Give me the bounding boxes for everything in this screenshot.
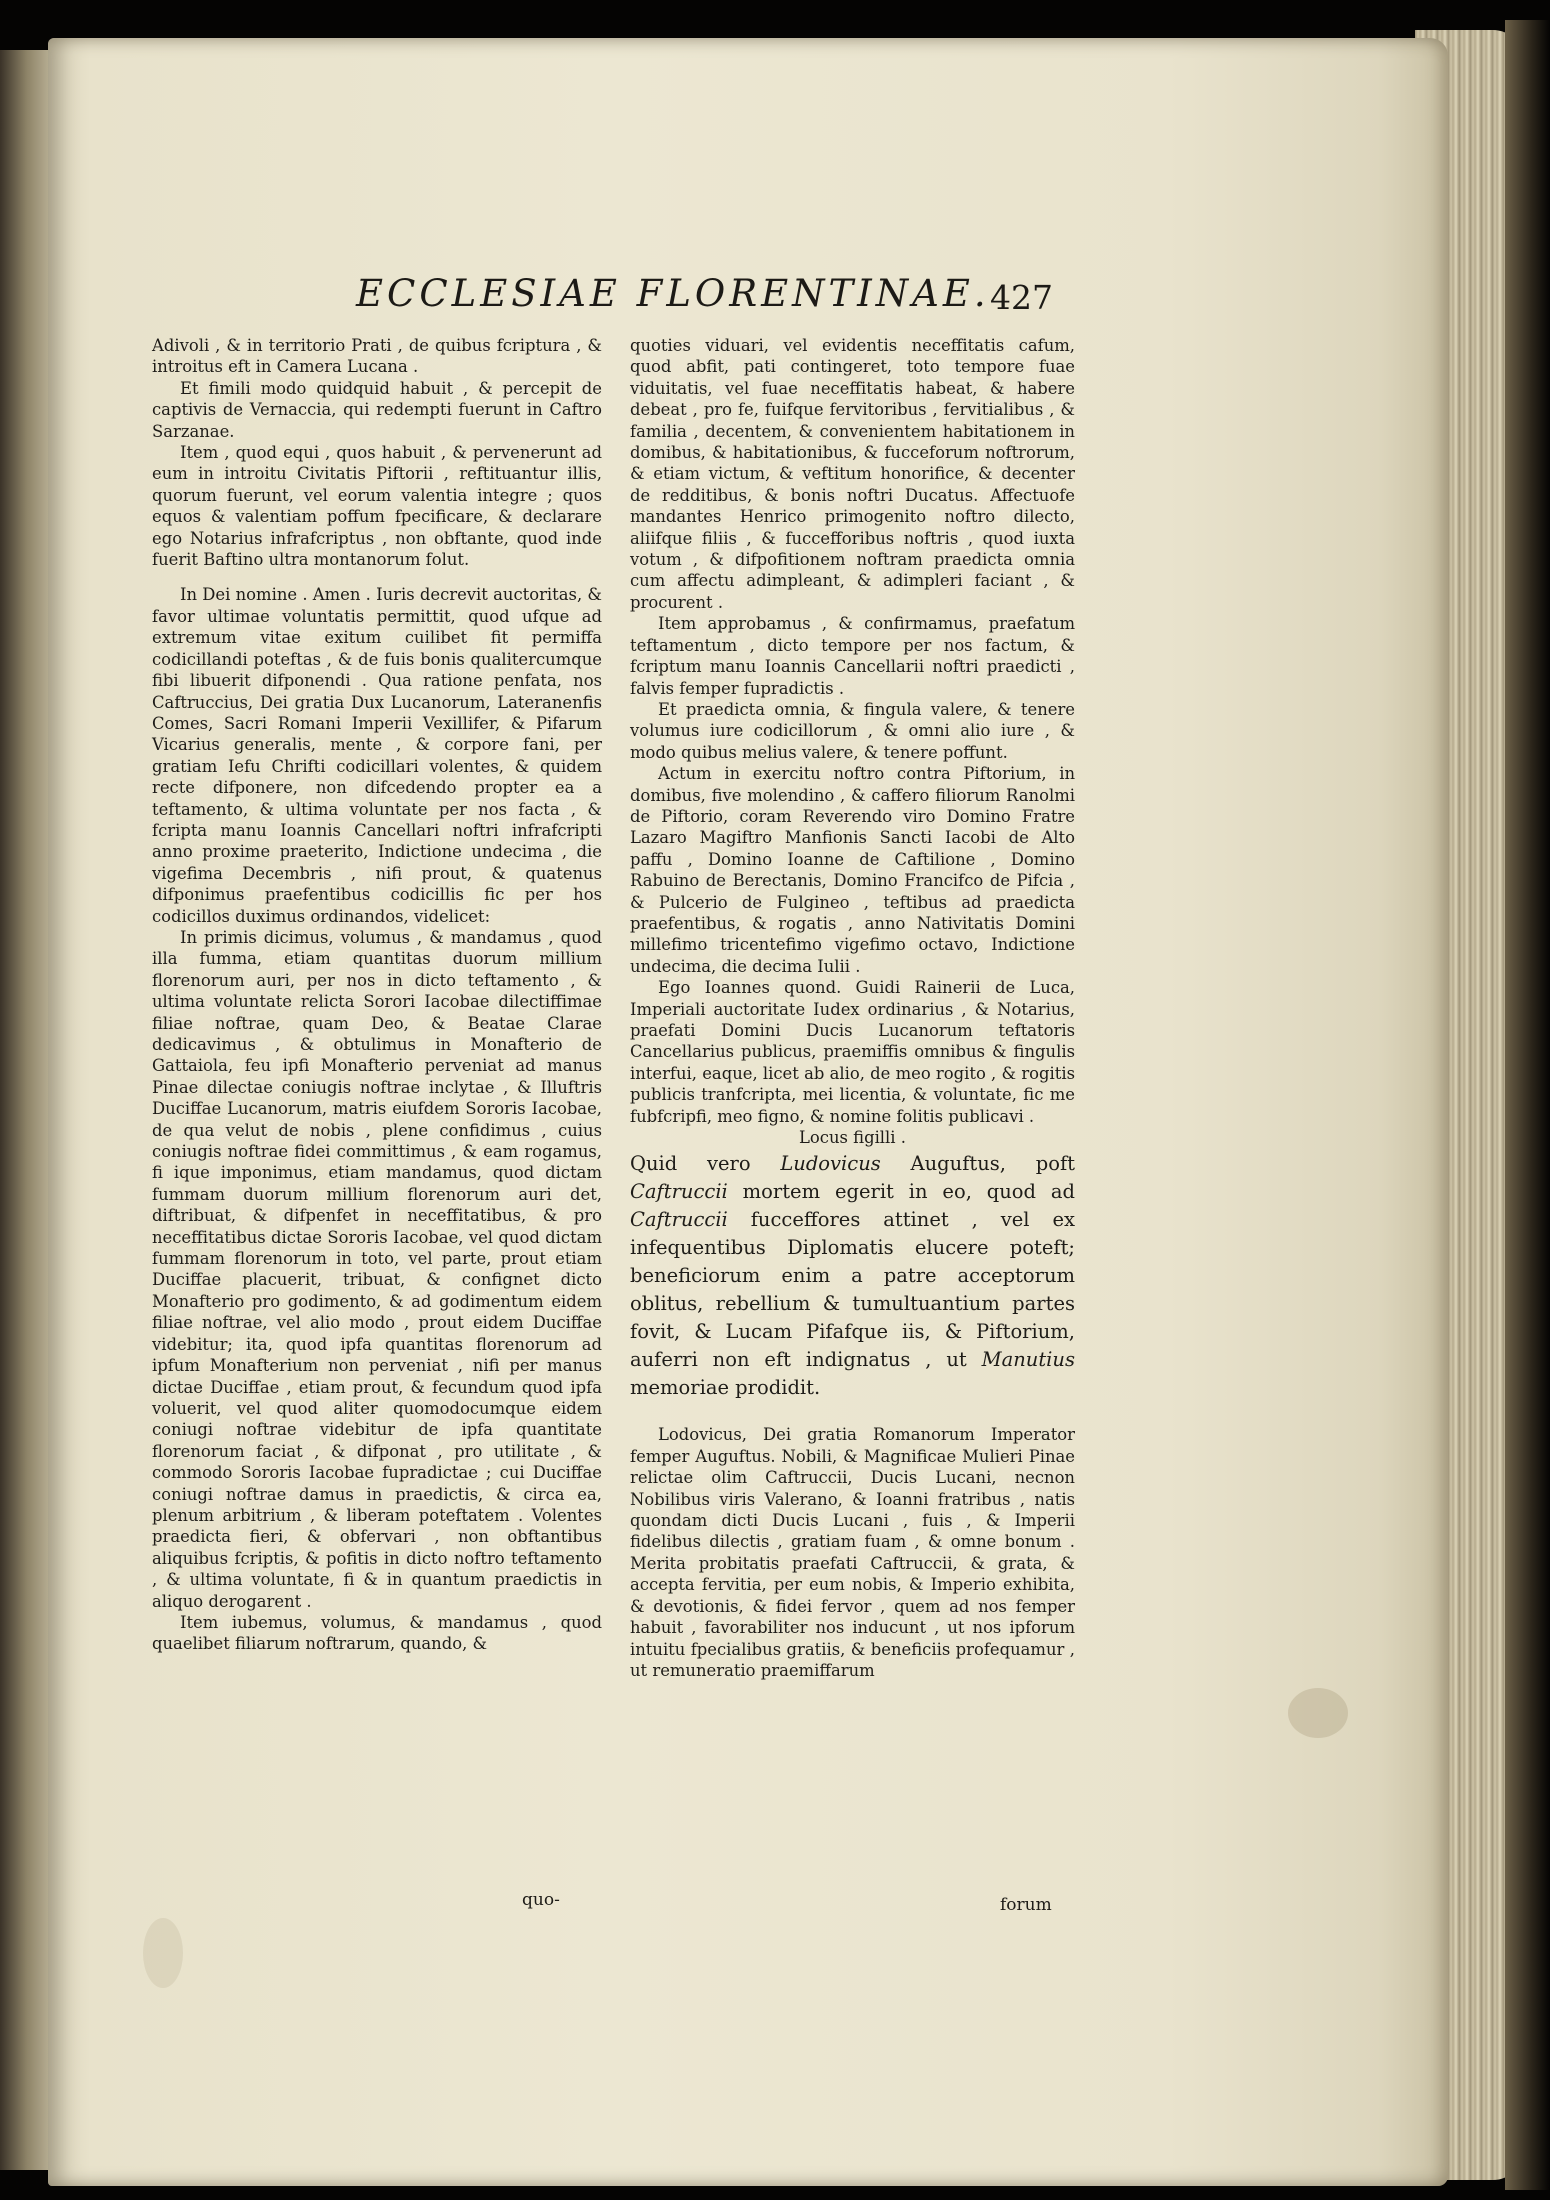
page-number: 427 <box>990 278 1053 317</box>
paragraph: Item iubemus, volumus, & mandamus , quod quaelibet filiarum noftrarum, quando, & <box>152 1612 602 1654</box>
book-shadow <box>1505 20 1550 2190</box>
paragraph: Ego Ioannes quond. Guidi Rainerii de Luca, Imperiali auctoritate Iudex ordinarius , & Notarius, praefati Domini Ducis Lucanorum teftatoris Cancellarius publicus, praemiffis omnibus & fingulis interfui, eaque, licet ab alio, de meo rogito , & rogitis publicis tranfcripta, mei licentia, & voluntate, fic me fubfcripfi, meo figno, & nomine folitis publicavi . <box>630 978 1075 1126</box>
right-column <box>630 335 1075 1681</box>
paragraph: Item , quod equi , quos habuit , & pervenerunt ad eum in introitu Civitatis Piftorii , reftituantur illis, quorum fuerunt, vel eorum valentia integre ; quos equos & valentiam poffum fpecificare, & declarare ego Notarius infrafcriptus , non obftante, quod inde fuerit Baftino ultra montanorum folut. <box>152 443 602 570</box>
paragraph: In Dei nomine . Amen . Iuris decrevit auctoritas, & favor ultimae voluntatis permittit, quod ufque ad extremum vitae exitum cuilibet fit permiffa codicillandi poteftas , & de fuis bonis qualitercumque fibi libuerit difponendi . Qua ratione penfata, nos Caftruccius, Dei gratia Dux Lucanorum, Lateranenfis Comes, Sacri Romani Imperii Vexillifer, & Pifarum Vicarius generalis, mente , & corpore fani, per gratiam Iefu Chrifti codicillari volentes, & quidem recte difponere, non difcedendo propter ea a teftamento, & ultima voluntate per nos facta , & fcripta manu Ioannis Cancellari noftri infrafcripti anno proxime praeterito, Indictione undecima , die vigefima Decembris , nifi prout, & quatenus difponimus praefentibus codicillis fic per hos codicillos duximus ordinandos, videlicet: <box>152 585 602 926</box>
right-catchword: forum <box>1000 1895 1052 1915</box>
paragraph: quoties viduari, vel evidentis neceffitatis cafum, quod abfit, pati contingeret, toto tempore fuae viduitatis, vel fuae neceffitatis habeat, & habere debeat , pro fe, fuifque fervitoribus , fervitialibus , & familia , decentem, & convenientem habitationem in domibus, & habitationibus, & fucceforum noftrorum, & etiam victum, & veftitum honorifice, & decenter de redditibus, & bonis noftri Ducatus. Affectuofe mandantes Henrico primogenito noftro dilecto, aliifque filiis , & fuccefforibus noftris , quod iuxta votum , & difpofitionem noftram praedicta omnia cum affectu adimpleant, & adimpleri faciant , & procurent . <box>630 336 1075 612</box>
running-header <box>350 272 1070 322</box>
paragraph: Actum in exercitu noftro contra Piftorium, in domibus, five molendino , & caffero filiorum Ranolmi de Piftorio, coram Reverendo viro Domino Fratre Lazaro Magiftro Manfionis Sancti Iacobi de Alto paffu , Domino Ioanne de Caftilione , Domino Rabuino de Berectanis, Domino Francifco de Pifcia , & Pulcerio de Fulgineo , teftibus ad praedicta praefentibus, & rogatis , anno Nativitatis Domini millefimo tricentefimo vigefimo octavo, Indictione undecima, die decima Iulii . <box>630 764 1075 976</box>
commentary-paragraph: Quid vero Ludovicus Auguftus, poft Caftruccii mortem egerit in eo, quod ad Caftruccii fucceffores attinet , vel ex infequentibus Diplomatis elucere poteft; beneficiorum enim a patre acceptorum oblitus, rebellium & tumultuantium partes fovit, & Lucam Pifafque iis, & Piftorium, auferri non eft indignatus , ut Manutius memoriae prodidit. <box>630 1152 1075 1400</box>
paper-stain <box>143 1918 183 1988</box>
paragraph: Item approbamus , & confirmamus, praefatum teftamentum , dicto tempore per nos factum, & fcriptum manu Ioannis Cancellarii noftri praedicti , falvis femper fupradictis . <box>630 614 1075 698</box>
left-column <box>152 335 602 1655</box>
paragraph: In primis dicimus, volumus , & mandamus , quod illa fumma, etiam quantitas duorum millium florenorum auri, per nos in dicto teftamento , & ultima voluntate relicta Sorori Iacobae dilectiffimae filiae noftrae, quam Deo, & Beatae Clarae dedicavimus , & obtulimus in Monafterio de Gattaiola, feu ipfi Monafterio perveniat ad manus Pinae dilectae coniugis noftrae inclytae , & Illuftris Duciffae Lucanorum, matris eiufdem Sororis Iacobae, de qua velut de nobis , plene confidimus , cuius coniugis noftrae fidei committimus , & eam rogamus, fi ique imponimus, etiam mandamus, quod dictam fummam duorum millium florenorum auri det, diftribuat, & difpenfet in neceffitatibus, & pro neceffitatibus dictae Sororis Iacobae, vel quod dictam fummam florenorum in toto, vel parte, prout etiam Duciffae placuerit, tribuat, & confignet dicto Monafterio pro godimento, & ad godimentum eidem filiae noftrae, vel alio modo , prout eidem Duciffae videbitur; ita, quod ipfa quantitas florenorum ad ipfum Monafterium non perveniat , nifi per manus dictae Duciffae , etiam prout, & fecundum quod ipfa voluerit, vel quod aliter quomodocumque eidem coniugi noftrae videbitur de ipfa quantitate florenorum faciat , & difponat , pro utilitate , & commodo Sororis Iacobae fupradictae ; cui Duciffae coniugi noftrae damus in praedictis, & circa ea, plenum arbitrium , & liberam poteftatem . Volentes praedicta fieri, & obfervari , non obftantibus aliquibus fcriptis, & pofitis in dicto noftro teftamento , & ultima voluntate, fi & in quantum praedictis in aliquo derogarent . <box>152 927 602 1611</box>
left-catchword: quo- <box>522 1890 560 1910</box>
paragraph: Adivoli , & in territorio Prati , de quibus fcriptura , & introitus eft in Camera Lucana . <box>152 336 602 377</box>
running-title: ECCLESIAE FLORENTINAE. <box>356 272 990 315</box>
seal-note: Locus figilli . <box>799 1128 906 1148</box>
paper-stain <box>1288 1688 1348 1738</box>
paragraph: Et fimili modo quidquid habuit , & percepit de captivis de Vernaccia, qui redempti fuerunt in Caftro Sarzanae. <box>152 378 602 441</box>
diploma-paragraph: Lodovicus, Dei gratia Romanorum Imperator femper Auguftus. Nobili, & Magnificae Mulieri Pinae relictae olim Caftruccii, Ducis Lucani, necnon Nobilibus viris Valerano, & Ioanni fratribus , natis quondam dicti Ducis Lucani , fuis , & Imperii fidelibus dilectis , gratiam fuam , & omne bonum . Merita probitatis praefati Caftruccii, & grata, & accepta fervitia, per eum nobis, & Imperio exhibita, & devotionis, & fidei fervor , quem ad nos femper habuit , favorabiliter nos inducunt , ut nos ipforum intuitu fpecialibus gratiis, & beneficiis profequamur , ut remuneratio praemiffarum <box>630 1425 1075 1680</box>
paragraph: Et praedicta omnia, & fingula valere, & tenere volumus iure codicillorum , & omni alio iure , & modo quibus melius valere, & tenere poffunt. <box>630 699 1075 762</box>
